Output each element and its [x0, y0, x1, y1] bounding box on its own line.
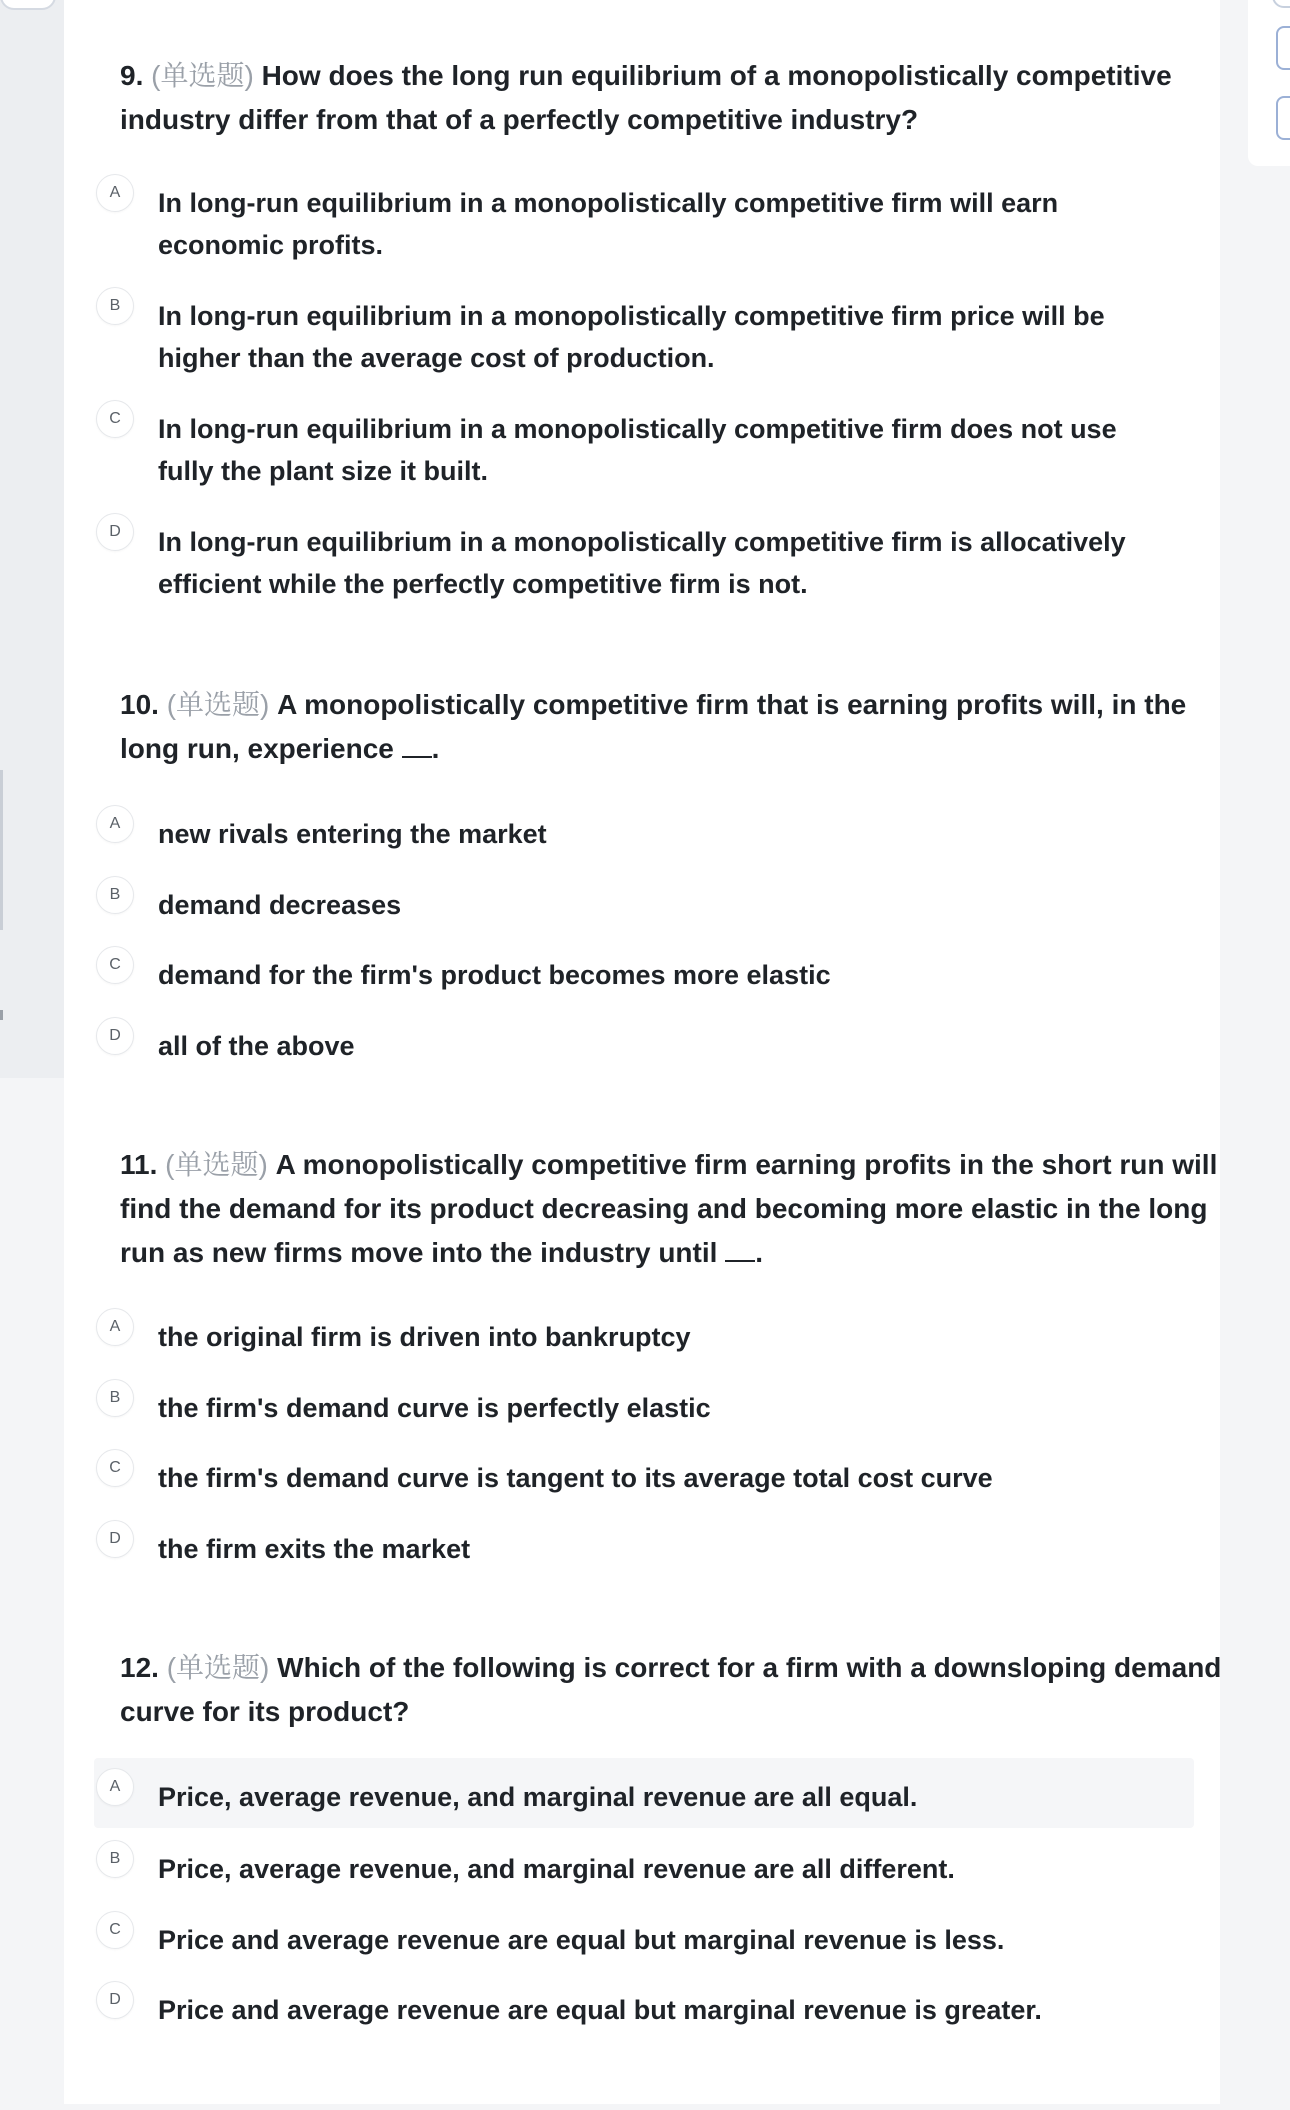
option-letter: B — [96, 1379, 134, 1417]
question-text-end: . — [755, 1237, 763, 1268]
question-text: How does the long run equilibrium of a monopolistically competitive industry differ from that of a perfectly competitive industry? — [120, 60, 1172, 135]
option-text: the firm's demand curve is perfectly elastic — [158, 1393, 711, 1423]
question-title — [120, 54, 1240, 142]
option-text: demand decreases — [158, 890, 402, 920]
option-text: In long-run equilibrium in a monopolistically competitive firm will earn economic profits. — [158, 188, 1059, 260]
question-10 — [120, 683, 1240, 771]
question-12 — [120, 1646, 1240, 1734]
option-letter: D — [96, 513, 134, 551]
option-a[interactable] — [94, 1758, 1194, 1828]
option-text: demand for the firm's product becomes more elastic — [158, 960, 831, 990]
question-title — [120, 1646, 1240, 1734]
option-letter: D — [96, 1017, 134, 1055]
left-sidebar-strip — [0, 0, 64, 1078]
option-d[interactable] — [96, 1518, 1196, 1570]
option-letter: A — [96, 1768, 134, 1806]
left-corner-button[interactable] — [0, 0, 56, 10]
option-letter: A — [96, 1308, 134, 1346]
answer-sheet-cell[interactable] — [1276, 96, 1290, 140]
option-text: In long-run equilibrium in a monopolistically competitive firm does not use fully the plant size it built. — [158, 414, 1117, 486]
question-card — [64, 0, 1220, 2104]
question-number: 12. — [120, 1652, 159, 1683]
option-text: new rivals entering the market — [158, 819, 547, 849]
option-c[interactable] — [96, 1447, 1196, 1499]
option-text: Price, average revenue, and marginal revenue are all equal. — [158, 1782, 918, 1812]
option-d[interactable] — [96, 511, 1196, 605]
option-text: all of the above — [158, 1031, 355, 1061]
option-letter: C — [96, 1911, 134, 1949]
option-text: Price and average revenue are equal but marginal revenue is less. — [158, 1925, 1005, 1955]
left-marker — [0, 1010, 3, 1020]
option-letter: B — [96, 876, 134, 914]
answer-sheet-panel — [1248, 0, 1290, 166]
option-letter: D — [96, 1520, 134, 1558]
question-number: 11. — [120, 1149, 158, 1180]
question-text: A monopolistically competitive firm earning profits in the short run will find the demand for its product decreasing and becoming more elastic in the long run as new firms move into the industry until — [120, 1149, 1218, 1268]
option-text: Price and average revenue are equal but marginal revenue is greater. — [158, 1995, 1042, 2025]
option-a[interactable] — [96, 803, 1196, 855]
option-text: Price, average revenue, and marginal revenue are all different. — [158, 1854, 955, 1884]
question-title — [120, 683, 1240, 771]
option-b[interactable] — [96, 285, 1196, 379]
option-text: In long-run equilibrium in a monopolistically competitive firm price will be higher than the average cost of production. — [158, 301, 1105, 373]
option-d[interactable] — [96, 1979, 1196, 2031]
option-letter: D — [96, 1981, 134, 2019]
option-a[interactable] — [96, 172, 1196, 266]
question-type-tag: (单选题) — [166, 1652, 270, 1683]
option-b[interactable] — [96, 1377, 1196, 1429]
question-text: Which of the following is correct for a firm with a downsloping demand curve for its product? — [120, 1652, 1222, 1727]
option-b[interactable] — [96, 1838, 1196, 1890]
option-c[interactable] — [96, 944, 1196, 996]
question-title — [120, 1143, 1240, 1275]
option-c[interactable] — [96, 1909, 1196, 1961]
option-text: the firm's demand curve is tangent to its average total cost curve — [158, 1463, 993, 1493]
question-type-tag: (单选题) — [165, 1149, 268, 1180]
answer-blank — [402, 732, 432, 758]
answer-blank — [725, 1236, 755, 1262]
option-d[interactable] — [96, 1015, 1196, 1067]
question-number: 10. — [120, 689, 159, 720]
option-letter: A — [96, 805, 134, 843]
option-text: the original firm is driven into bankruptcy — [158, 1322, 691, 1352]
option-letter: B — [96, 1840, 134, 1878]
option-letter: A — [96, 174, 134, 212]
left-scroll-indicator — [0, 770, 3, 930]
question-9 — [120, 54, 1240, 142]
question-number: 9. — [120, 60, 144, 91]
question-text: A monopolistically competitive firm that is earning profits will, in the long run, experience — [120, 689, 1187, 764]
option-text: In long-run equilibrium in a monopolistically competitive firm is allocatively efficient while the perfectly competitive firm is not. — [158, 527, 1126, 599]
answer-sheet-top-button[interactable] — [1272, 0, 1290, 8]
question-text-end: . — [431, 733, 440, 764]
option-c[interactable] — [96, 398, 1196, 492]
option-letter: C — [96, 1449, 134, 1487]
option-b[interactable] — [96, 874, 1196, 926]
option-letter: B — [96, 287, 134, 325]
option-a[interactable] — [96, 1306, 1196, 1358]
question-type-tag: (单选题) — [151, 60, 254, 91]
answer-sheet-cell[interactable] — [1276, 26, 1290, 70]
option-text: the firm exits the market — [158, 1534, 471, 1564]
option-letter: C — [96, 946, 134, 984]
question-type-tag: (单选题) — [166, 689, 270, 720]
option-letter: C — [96, 400, 134, 438]
question-11 — [120, 1143, 1240, 1275]
